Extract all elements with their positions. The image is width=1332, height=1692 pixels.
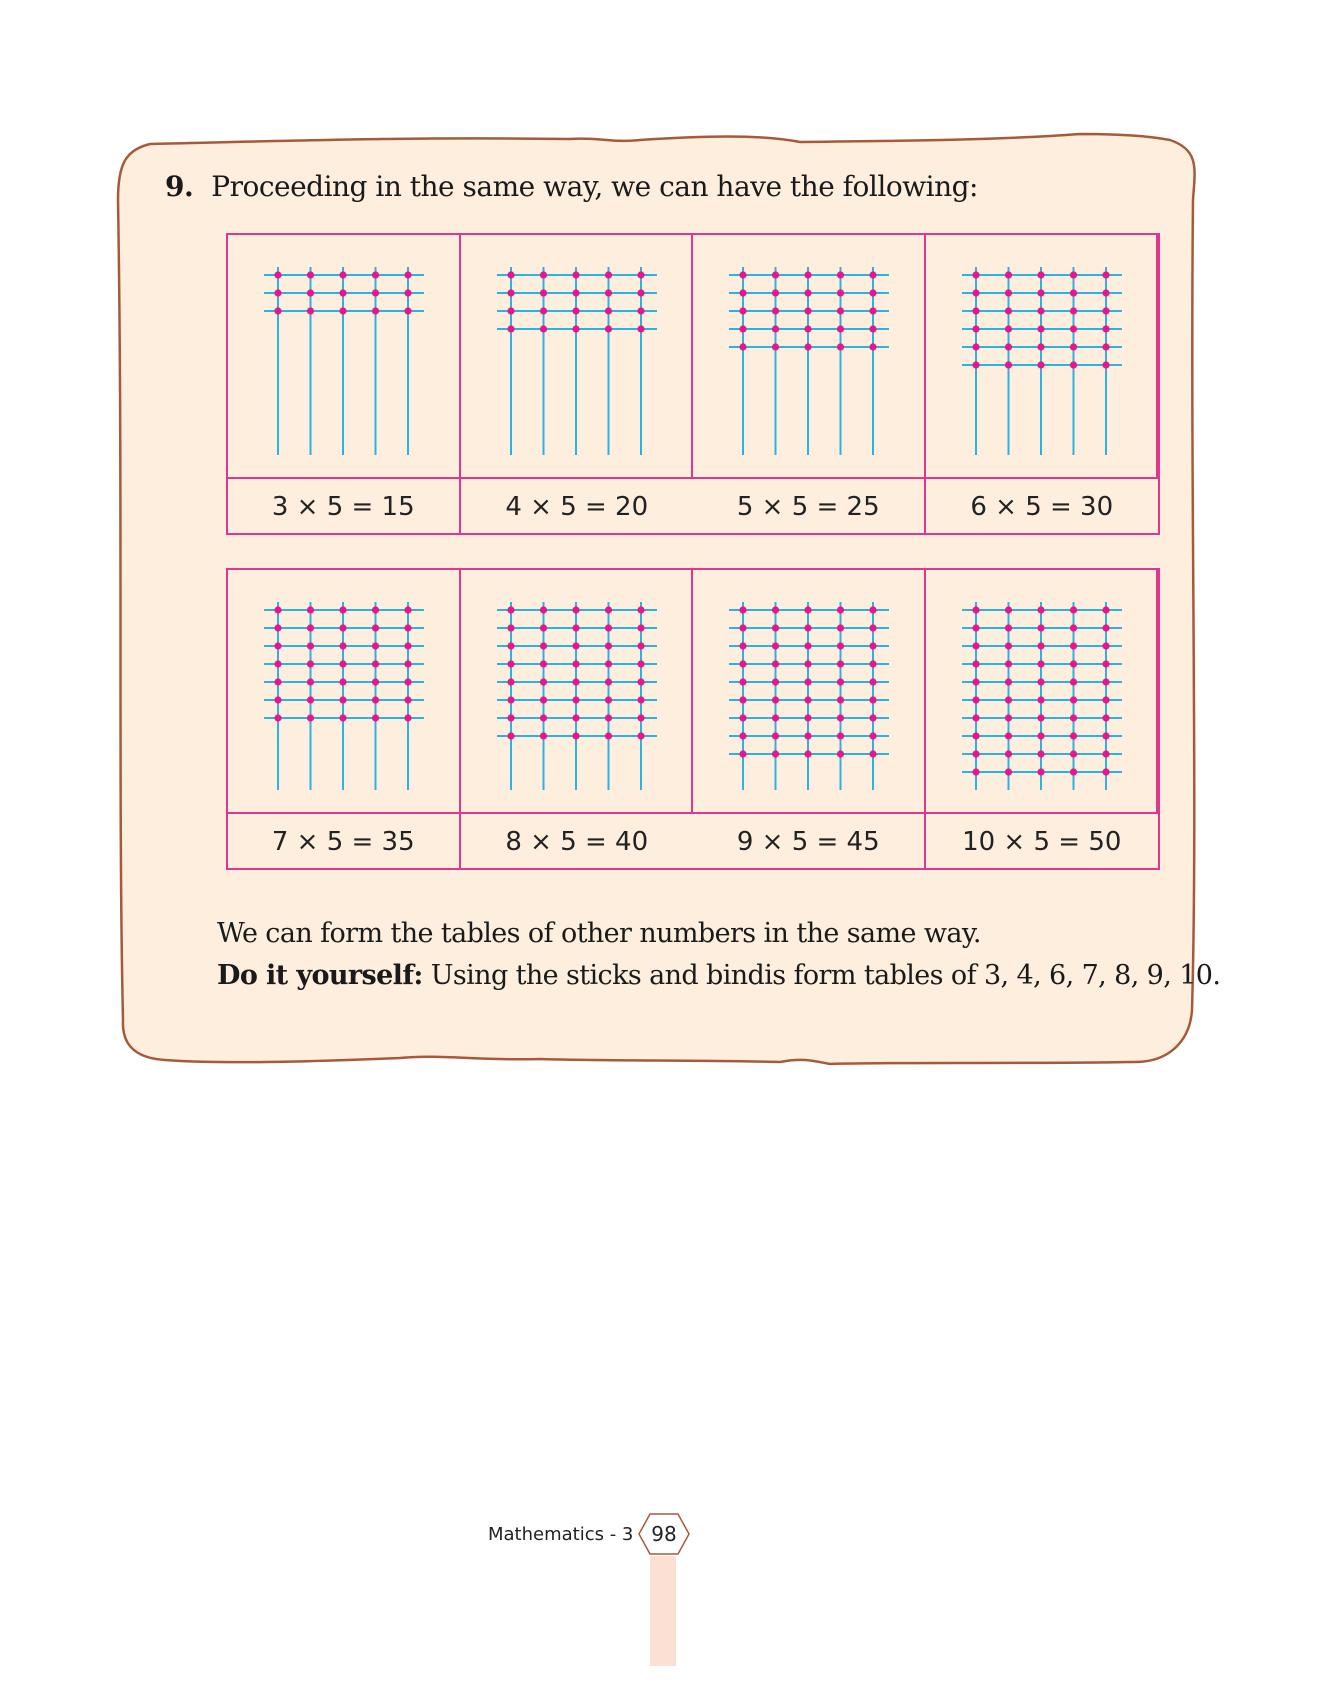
- bindi-dot: [372, 606, 379, 613]
- bindi-dot: [869, 624, 876, 631]
- bindi-dot: [1102, 768, 1109, 775]
- bindi-dot: [604, 606, 611, 613]
- bindi-dot: [772, 642, 779, 649]
- bindi-dot: [739, 624, 746, 631]
- bindi-dot: [307, 289, 314, 296]
- bindi-dot: [972, 696, 979, 703]
- sticks-diagram: [461, 235, 693, 479]
- bindi-dot: [869, 714, 876, 721]
- bindi-dot: [972, 624, 979, 631]
- bindi-dot: [804, 624, 811, 631]
- bindi-dot: [972, 606, 979, 613]
- bindi-dot: [1037, 750, 1044, 757]
- bindi-dot: [972, 678, 979, 685]
- bindi-dot: [572, 606, 579, 613]
- sticks-diagram: [228, 570, 460, 814]
- bindi-dot: [404, 606, 411, 613]
- bindi-dot: [1037, 271, 1044, 278]
- bindi-dot: [772, 307, 779, 314]
- bindi-dot: [837, 678, 844, 685]
- sticks-picture-6x5: [926, 235, 1159, 479]
- bindi-dot: [274, 678, 281, 685]
- bindi-dot: [804, 325, 811, 332]
- tables-grid-top: [226, 233, 1160, 535]
- bindi-dot: [637, 624, 644, 631]
- bindi-dot: [837, 606, 844, 613]
- sticks-diagram: [461, 570, 693, 814]
- bindi-dot: [1004, 624, 1011, 631]
- bindi-dot: [637, 696, 644, 703]
- bindi-dot: [1004, 325, 1011, 332]
- bindi-dot: [539, 271, 546, 278]
- bindi-dot: [274, 696, 281, 703]
- bindi-dot: [739, 271, 746, 278]
- bindi-dot: [1102, 750, 1109, 757]
- bindi-dot: [307, 642, 314, 649]
- bindi-dot: [739, 678, 746, 685]
- table-caption: 8 × 5 = 40: [505, 827, 649, 857]
- bindi-dot: [274, 289, 281, 296]
- bindi-dot: [1004, 343, 1011, 350]
- bindi-dot: [604, 271, 611, 278]
- bindi-dot: [772, 325, 779, 332]
- bindi-dot: [1102, 624, 1109, 631]
- bindi-dot: [869, 289, 876, 296]
- bindi-dot: [972, 750, 979, 757]
- tables-grid-bottom: [226, 568, 1160, 870]
- bindi-dot: [1069, 696, 1076, 703]
- bindi-dot: [739, 307, 746, 314]
- bindi-dot: [804, 642, 811, 649]
- bindi-dot: [604, 642, 611, 649]
- bindi-dot: [772, 606, 779, 613]
- bindi-dot: [1069, 642, 1076, 649]
- bindi-dot: [1102, 642, 1109, 649]
- bindi-dot: [804, 696, 811, 703]
- bindi-dot: [372, 307, 379, 314]
- bindi-dot: [539, 642, 546, 649]
- bindi-dot: [1004, 696, 1011, 703]
- bindi-dot: [869, 271, 876, 278]
- bindi-dot: [837, 271, 844, 278]
- bindi-dot: [1069, 732, 1076, 739]
- bindi-dot: [804, 289, 811, 296]
- bindi-dot: [739, 289, 746, 296]
- bindi-dot: [307, 307, 314, 314]
- bindi-dot: [1102, 732, 1109, 739]
- bindi-dot: [869, 642, 876, 649]
- bindi-dot: [507, 289, 514, 296]
- bindi-dot: [274, 714, 281, 721]
- sticks-diagram: [228, 235, 460, 479]
- table-caption: 10 × 5 = 50: [962, 827, 1122, 857]
- sticks-picture-4x5: [461, 235, 694, 479]
- bindi-dot: [1004, 606, 1011, 613]
- bindi-dot: [572, 271, 579, 278]
- bindi-dot: [339, 606, 346, 613]
- bindi-dot: [637, 678, 644, 685]
- bindi-dot: [1102, 606, 1109, 613]
- bindi-dot: [972, 714, 979, 721]
- bindi-dot: [972, 343, 979, 350]
- bindi-dot: [404, 624, 411, 631]
- bindi-dot: [539, 678, 546, 685]
- bindi-dot: [739, 606, 746, 613]
- bindi-dot: [507, 696, 514, 703]
- bindi-dot: [404, 678, 411, 685]
- bindi-dot: [1069, 307, 1076, 314]
- bindi-dot: [837, 289, 844, 296]
- table-caption: 5 × 5 = 25: [693, 479, 926, 535]
- page-number: 98: [651, 1522, 677, 1546]
- bindi-dot: [404, 307, 411, 314]
- bindi-dot: [539, 289, 546, 296]
- bindi-dot: [1069, 660, 1076, 667]
- bindi-dot: [339, 307, 346, 314]
- bindi-dot: [1037, 678, 1044, 685]
- bindi-dot: [1102, 343, 1109, 350]
- bindi-dot: [604, 678, 611, 685]
- table-caption: 3 × 5 = 15: [228, 479, 461, 535]
- bindi-dot: [1102, 696, 1109, 703]
- bindi-dot: [972, 768, 979, 775]
- bindi-dot: [404, 642, 411, 649]
- bindi-dot: [869, 660, 876, 667]
- bindi-dot: [837, 325, 844, 332]
- bindi-dot: [572, 624, 579, 631]
- bindi-dot: [837, 307, 844, 314]
- bindi-dot: [1069, 768, 1076, 775]
- bindi-dot: [837, 343, 844, 350]
- bindi-dot: [572, 307, 579, 314]
- sticks-diagram: [693, 570, 925, 814]
- bindi-dot: [572, 732, 579, 739]
- bindi-dot: [1004, 678, 1011, 685]
- bindi-dot: [637, 289, 644, 296]
- table-caption: 6 × 5 = 30: [970, 492, 1114, 522]
- question-line: [165, 170, 978, 203]
- bindi-dot: [274, 660, 281, 667]
- bindi-dot: [339, 642, 346, 649]
- bindi-dot: [1037, 325, 1044, 332]
- bindi-dot: [274, 624, 281, 631]
- bindi-dot: [739, 732, 746, 739]
- bindi-dot: [372, 696, 379, 703]
- bindi-dot: [1037, 361, 1044, 368]
- bindi-dot: [637, 642, 644, 649]
- bindi-dot: [869, 343, 876, 350]
- bindi-dot: [404, 271, 411, 278]
- bindi-dot: [307, 624, 314, 631]
- bindi-dot: [307, 271, 314, 278]
- bindi-dot: [339, 696, 346, 703]
- bindi-dot: [837, 732, 844, 739]
- bindi-dot: [404, 696, 411, 703]
- sticks-picture-5x5: [693, 235, 926, 479]
- sticks-picture-10x5: [926, 570, 1159, 814]
- bindi-dot: [739, 642, 746, 649]
- table-caption: 9 × 5 = 45: [693, 814, 926, 870]
- bindi-dot: [772, 660, 779, 667]
- bindi-dot: [1069, 624, 1076, 631]
- bindi-dot: [772, 289, 779, 296]
- bindi-dot: [372, 714, 379, 721]
- question-text: Proceeding in the same way, we can have the following:: [211, 170, 978, 203]
- bindi-dot: [1037, 642, 1044, 649]
- bindi-dot: [837, 660, 844, 667]
- bindi-dot: [572, 289, 579, 296]
- bindi-dot: [637, 714, 644, 721]
- do-it-yourself-label: Do it yourself:: [217, 960, 423, 991]
- bindi-dot: [404, 660, 411, 667]
- bindi-dot: [507, 307, 514, 314]
- bindi-dot: [869, 732, 876, 739]
- bindi-dot: [972, 660, 979, 667]
- page-strip: [650, 1556, 676, 1666]
- bindi-dot: [539, 732, 546, 739]
- bindi-dot: [837, 624, 844, 631]
- bindi-dot: [804, 714, 811, 721]
- bindi-dot: [307, 714, 314, 721]
- bindi-dot: [1102, 325, 1109, 332]
- bindi-dot: [804, 678, 811, 685]
- book-title: Mathematics - 3: [488, 1524, 634, 1545]
- bindi-dot: [404, 714, 411, 721]
- bindi-dot: [637, 307, 644, 314]
- bindi-dot: [507, 624, 514, 631]
- bindi-dot: [507, 714, 514, 721]
- bindi-dot: [739, 325, 746, 332]
- bindi-dot: [1037, 343, 1044, 350]
- bindi-dot: [274, 606, 281, 613]
- bindi-dot: [372, 271, 379, 278]
- bindi-dot: [339, 624, 346, 631]
- bindi-dot: [1069, 343, 1076, 350]
- bindi-dot: [307, 606, 314, 613]
- bindi-dot: [1004, 361, 1011, 368]
- bindi-dot: [339, 714, 346, 721]
- do-it-yourself-line: [217, 960, 1220, 991]
- bindi-dot: [539, 307, 546, 314]
- bindi-dot: [1102, 714, 1109, 721]
- bindi-dot: [637, 660, 644, 667]
- bindi-dot: [739, 696, 746, 703]
- bindi-dot: [604, 696, 611, 703]
- bindi-dot: [539, 325, 546, 332]
- bindi-dot: [372, 624, 379, 631]
- bindi-dot: [372, 289, 379, 296]
- bindi-dot: [1004, 307, 1011, 314]
- bindi-dot: [339, 660, 346, 667]
- bindi-dot: [772, 714, 779, 721]
- bindi-dot: [1037, 606, 1044, 613]
- bindi-dot: [1102, 678, 1109, 685]
- bindi-dot: [507, 660, 514, 667]
- bindi-dot: [1037, 696, 1044, 703]
- bindi-dot: [739, 660, 746, 667]
- bindi-dot: [507, 732, 514, 739]
- bindi-dot: [972, 289, 979, 296]
- bindi-dot: [507, 678, 514, 685]
- bindi-dot: [1004, 642, 1011, 649]
- bindi-dot: [869, 606, 876, 613]
- bindi-dot: [837, 714, 844, 721]
- bindi-dot: [804, 732, 811, 739]
- bindi-dot: [637, 271, 644, 278]
- bindi-dot: [604, 307, 611, 314]
- bindi-dot: [1037, 714, 1044, 721]
- bindi-dot: [572, 660, 579, 667]
- bindi-dot: [539, 606, 546, 613]
- bindi-dot: [539, 624, 546, 631]
- do-it-yourself-text: Using the sticks and bindis form tables of 3, 4, 6, 7, 8, 9, 10.: [422, 960, 1221, 991]
- bindi-dot: [772, 271, 779, 278]
- sticks-picture-9x5: [693, 570, 926, 814]
- bindi-dot: [772, 696, 779, 703]
- bindi-dot: [1102, 271, 1109, 278]
- sticks-picture-8x5: [461, 570, 694, 814]
- bindi-dot: [869, 696, 876, 703]
- bindi-dot: [1004, 732, 1011, 739]
- sticks-picture-7x5: [228, 570, 461, 814]
- bindi-dot: [1069, 271, 1076, 278]
- bindi-dot: [972, 642, 979, 649]
- bindi-dot: [804, 606, 811, 613]
- bindi-dot: [1037, 732, 1044, 739]
- bindi-dot: [1102, 660, 1109, 667]
- bindi-dot: [837, 750, 844, 757]
- bindi-dot: [1069, 750, 1076, 757]
- sticks-diagram: [926, 235, 1158, 479]
- bindi-dot: [1037, 768, 1044, 775]
- bindi-dot: [1004, 750, 1011, 757]
- bindi-dot: [739, 750, 746, 757]
- bindi-dot: [339, 289, 346, 296]
- bindi-dot: [572, 696, 579, 703]
- instruction-line: We can form the tables of other numbers in the same way.: [217, 918, 981, 949]
- bindi-dot: [804, 271, 811, 278]
- bindi-dot: [274, 642, 281, 649]
- bindi-dot: [637, 325, 644, 332]
- bindi-dot: [339, 678, 346, 685]
- bindi-dot: [539, 696, 546, 703]
- bindi-dot: [539, 714, 546, 721]
- bindi-dot: [604, 732, 611, 739]
- bindi-dot: [507, 271, 514, 278]
- bindi-dot: [1004, 289, 1011, 296]
- bindi-dot: [539, 660, 546, 667]
- bindi-dot: [739, 714, 746, 721]
- bindi-dot: [1102, 289, 1109, 296]
- bindi-dot: [572, 714, 579, 721]
- bindi-dot: [972, 307, 979, 314]
- bindi-dot: [772, 624, 779, 631]
- bindi-dot: [572, 325, 579, 332]
- bindi-dot: [1069, 325, 1076, 332]
- bindi-dot: [869, 750, 876, 757]
- bindi-dot: [372, 642, 379, 649]
- bindi-dot: [572, 642, 579, 649]
- bindi-dot: [1004, 271, 1011, 278]
- sticks-diagram: [926, 570, 1158, 814]
- bindi-dot: [804, 750, 811, 757]
- bindi-dot: [637, 606, 644, 613]
- sticks-diagram: [693, 235, 925, 479]
- bindi-dot: [772, 750, 779, 757]
- question-number: 9.: [165, 170, 194, 203]
- sticks-picture-3x5: [228, 235, 461, 479]
- bindi-dot: [507, 606, 514, 613]
- bindi-dot: [1102, 361, 1109, 368]
- bindi-dot: [869, 678, 876, 685]
- bindi-dot: [869, 307, 876, 314]
- bindi-dot: [604, 325, 611, 332]
- bindi-dot: [1004, 714, 1011, 721]
- bindi-dot: [604, 289, 611, 296]
- bindi-dot: [972, 271, 979, 278]
- table-caption: 7 × 5 = 35: [228, 814, 461, 870]
- bindi-dot: [274, 307, 281, 314]
- bindi-dot: [772, 732, 779, 739]
- bindi-dot: [972, 732, 979, 739]
- bindi-dot: [1069, 289, 1076, 296]
- bindi-dot: [1037, 624, 1044, 631]
- bindi-dot: [604, 624, 611, 631]
- bindi-dot: [804, 660, 811, 667]
- bindi-dot: [837, 642, 844, 649]
- bindi-dot: [772, 343, 779, 350]
- bindi-dot: [274, 271, 281, 278]
- bindi-dot: [307, 696, 314, 703]
- bindi-dot: [1069, 361, 1076, 368]
- bindi-dot: [307, 660, 314, 667]
- bindi-dot: [1004, 768, 1011, 775]
- bindi-dot: [307, 678, 314, 685]
- bindi-dot: [869, 325, 876, 332]
- bindi-dot: [837, 696, 844, 703]
- bindi-dot: [604, 660, 611, 667]
- bindi-dot: [507, 325, 514, 332]
- table-caption: 4 × 5 = 20: [505, 492, 649, 522]
- bindi-dot: [339, 271, 346, 278]
- bindi-dot: [1069, 714, 1076, 721]
- bindi-dot: [572, 678, 579, 685]
- bindi-dot: [739, 343, 746, 350]
- bindi-dot: [507, 642, 514, 649]
- bindi-dot: [372, 660, 379, 667]
- bindi-dot: [804, 307, 811, 314]
- bindi-dot: [1037, 307, 1044, 314]
- bindi-dot: [972, 325, 979, 332]
- bindi-dot: [1037, 289, 1044, 296]
- bindi-dot: [1069, 606, 1076, 613]
- bindi-dot: [404, 289, 411, 296]
- bindi-dot: [804, 343, 811, 350]
- bindi-dot: [1069, 678, 1076, 685]
- bindi-dot: [637, 732, 644, 739]
- bindi-dot: [1004, 660, 1011, 667]
- bindi-dot: [772, 678, 779, 685]
- bindi-dot: [604, 714, 611, 721]
- bindi-dot: [1102, 307, 1109, 314]
- bindi-dot: [372, 678, 379, 685]
- bindi-dot: [972, 361, 979, 368]
- bindi-dot: [1037, 660, 1044, 667]
